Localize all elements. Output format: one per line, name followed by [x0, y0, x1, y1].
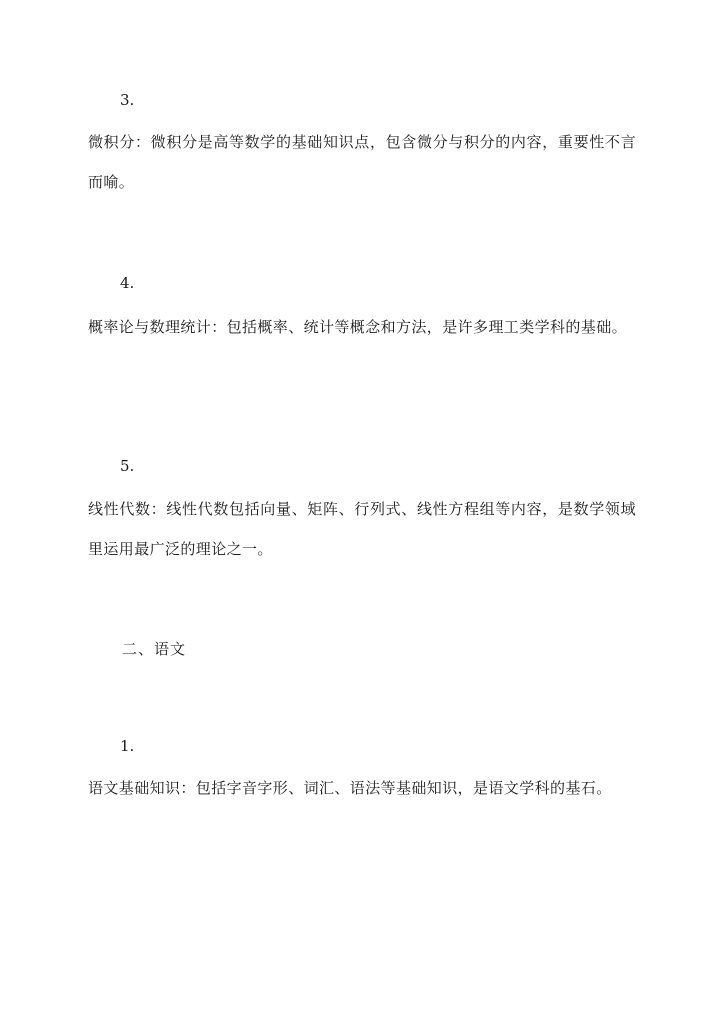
- item-text-linear-algebra: 线性代数：线性代数包括向量、矩阵、行列式、线性方程组等内容，是数学领域里运用最广泛的理论之一。: [88, 500, 636, 558]
- item-number-4: 4.: [120, 274, 135, 292]
- item-text-calculus: 微积分：微积分是高等数学的基础知识点，包含微分与积分的内容，重要性不言而喻。: [88, 133, 636, 191]
- item-text-probability: 概率论与数理统计：包括概率、统计等概念和方法，是许多理工类学科的基础。: [88, 318, 628, 336]
- item-number-1: 1.: [120, 737, 135, 755]
- section-heading-chinese: 二、语文: [122, 640, 187, 658]
- item-number-5: 5.: [120, 457, 135, 475]
- item-number-3: 3.: [120, 91, 135, 109]
- item-text-chinese-basics: 语文基础知识：包括字音字形、词汇、语法等基础知识，是语文学科的基石。: [88, 779, 612, 797]
